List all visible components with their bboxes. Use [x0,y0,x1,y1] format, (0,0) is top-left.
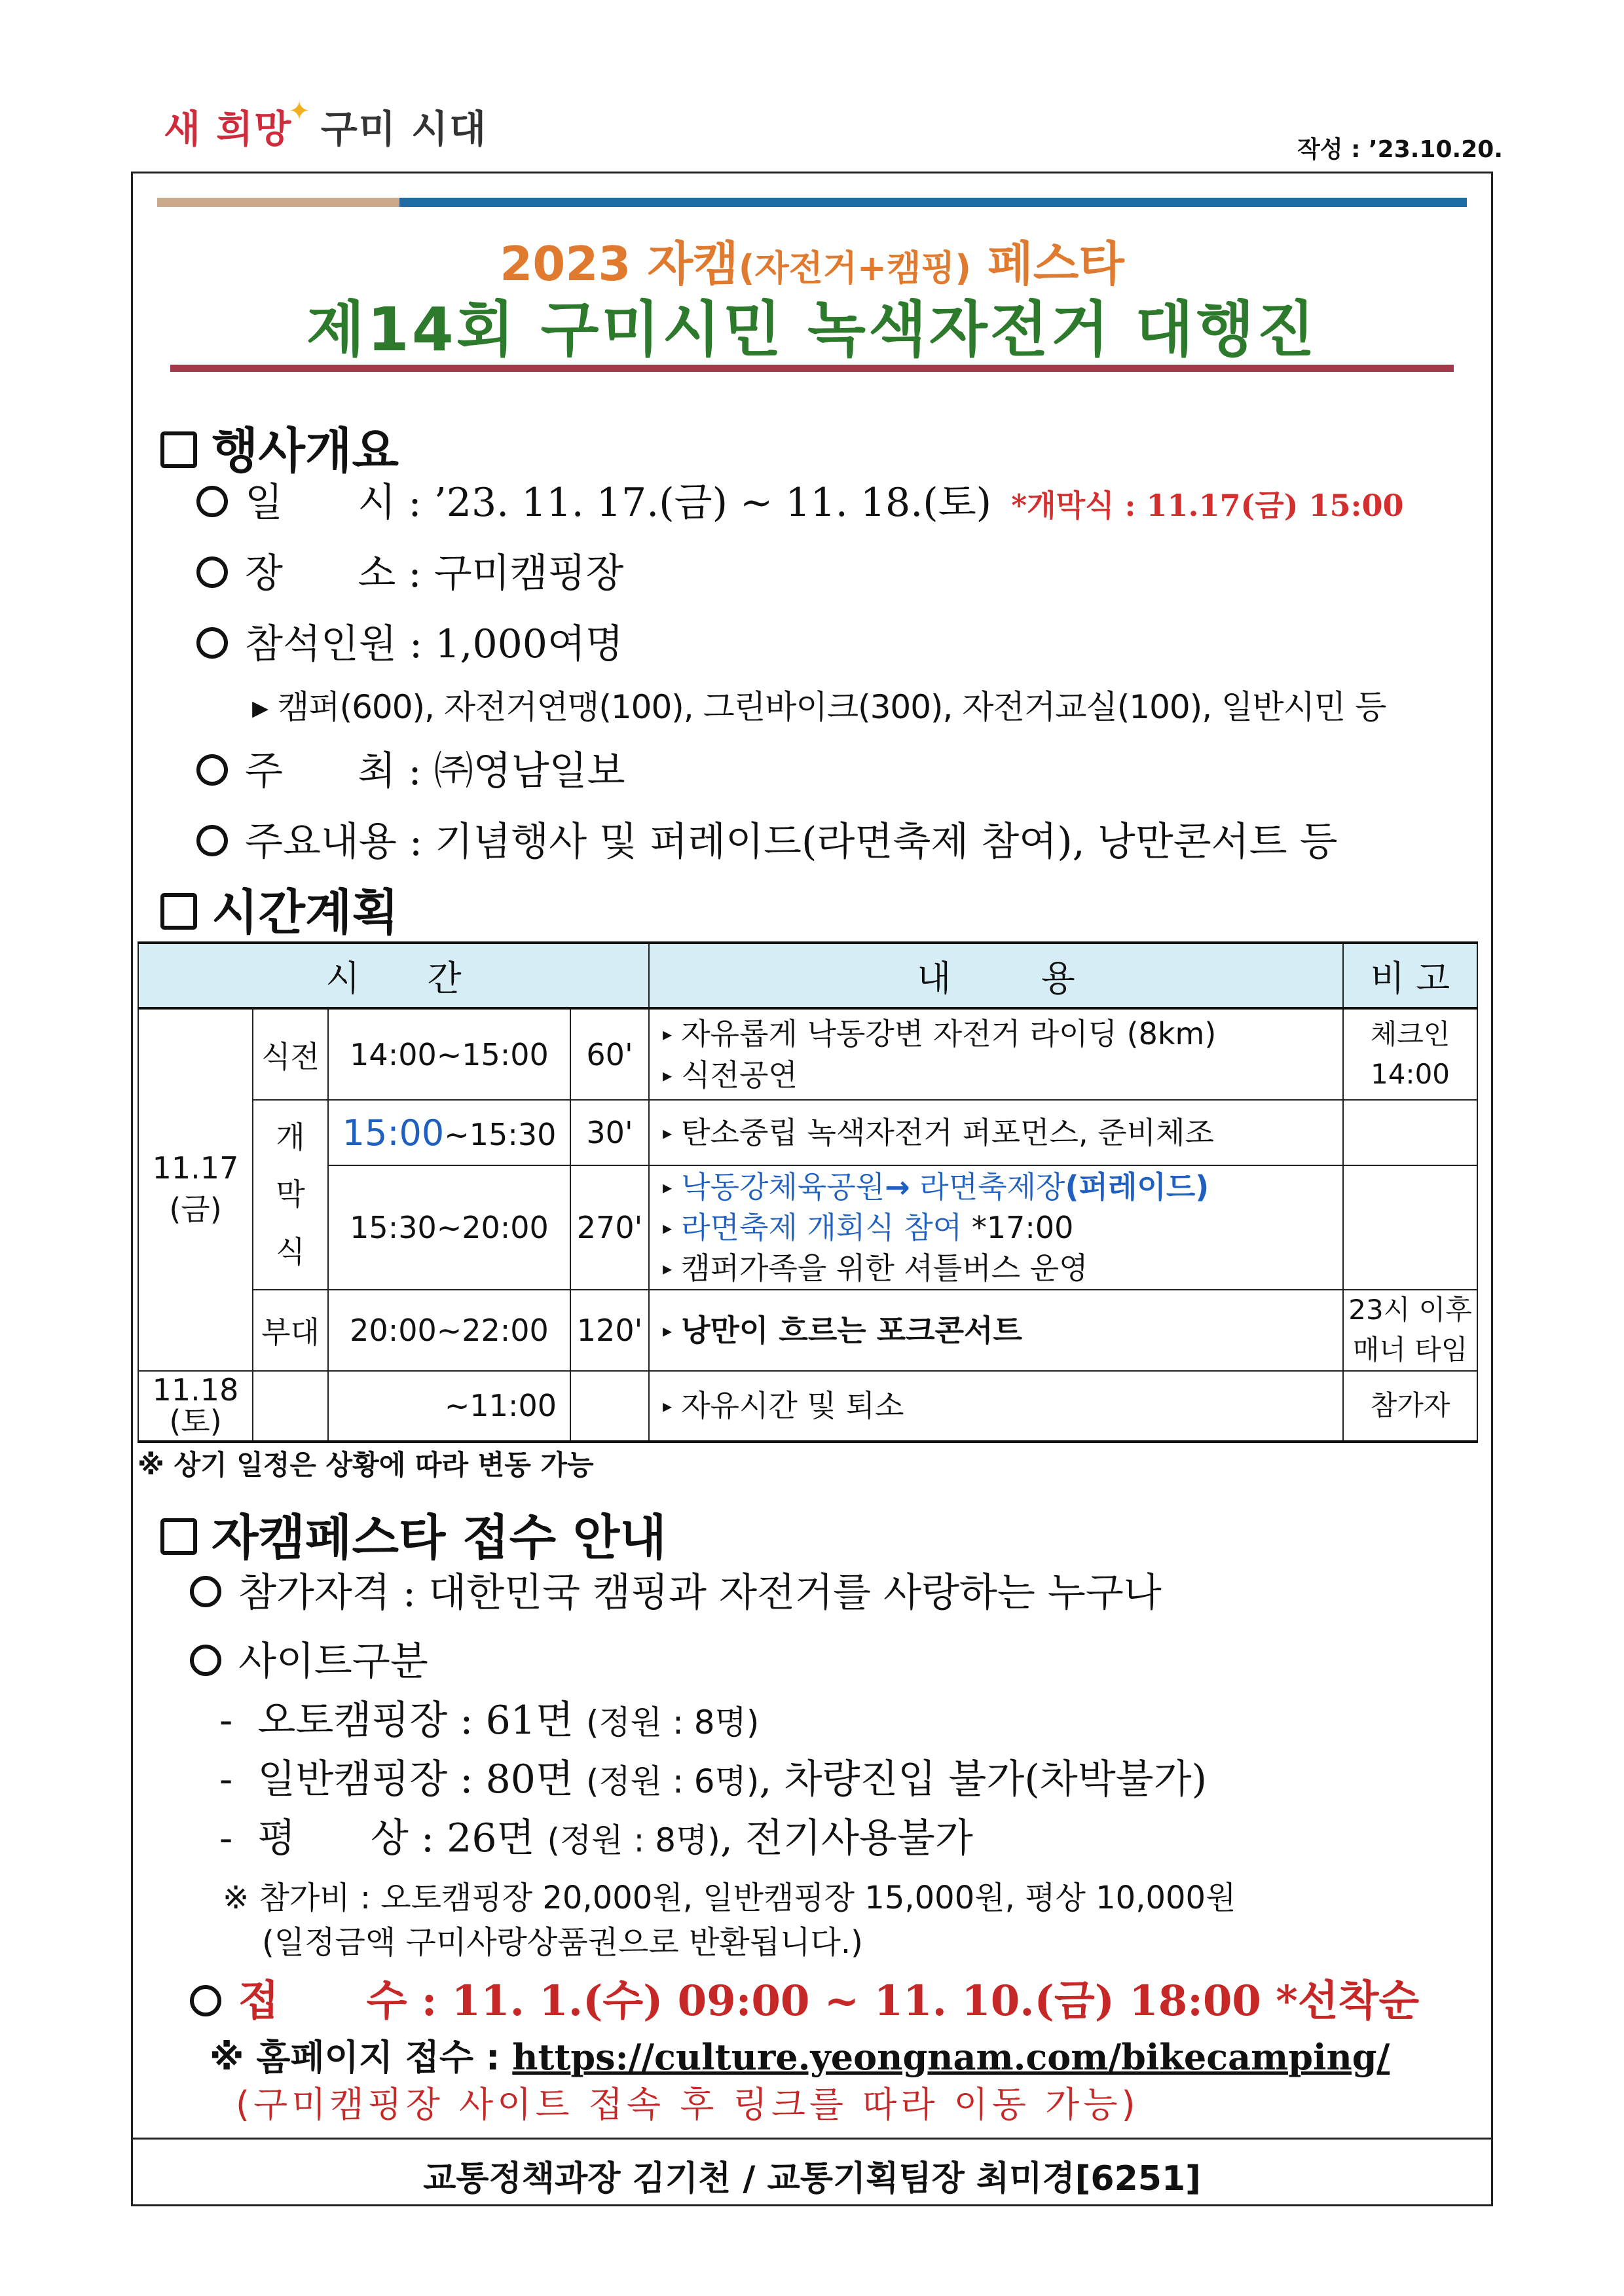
subtitle-main: 2023 자캠 [500,236,739,291]
site-name: 평 상 [257,1815,409,1861]
side-duration: 120' [570,1290,649,1371]
table-row [138,1371,1477,1442]
circle-bullet-icon [190,1645,221,1676]
table-row [138,1008,1477,1100]
triangle-bullet-icon: ▸ [663,1121,673,1144]
subtitle-end: 페스타 [971,236,1124,291]
written-date: 작성 : ’23.10.20. [1297,136,1503,163]
homepage-row [210,2030,1390,2080]
fee-line: ※ 참가비 : 오토캠핑장 20,000원, 일반캠핑장 15,000원, 평상 10,000원 [223,1880,1236,1916]
homepage-label: ※ 홈페이지 접수 : [210,2037,513,2078]
section-title: 행사개요 [212,423,399,479]
note-line: 14:00 [1370,1057,1450,1090]
open1-time-end: ~15:30 [444,1116,557,1152]
row-label: 일 시 [245,480,396,526]
star-icon: ✦ [288,96,312,126]
open1-note [1343,1100,1477,1165]
item-text: 자유시간 및 퇴소 [681,1388,904,1424]
overview-people-row: 참석인원 : 1,000여명 [196,613,623,669]
open1-time [328,1100,570,1165]
site-extra: , 전기사용불가 [720,1815,973,1861]
row-label: 참석인원 [245,621,397,667]
item-text: 자유롭게 낙동강변 자전거 라이딩 (8km) [681,1016,1217,1052]
open2-content [649,1165,1343,1290]
opening-note: *개막식 : 11.17(금) 15:00 [1011,488,1404,523]
site-count: 80면 [485,1757,574,1802]
opening-label: 개 막 식 [253,1100,328,1290]
table-header-row [138,943,1477,1008]
title-bar-right [399,198,1467,207]
row-label: 주요내용 [245,819,397,865]
table-row [138,1290,1477,1371]
list-item [663,1013,1342,1054]
day2-duration [570,1371,649,1442]
header-content: 내 용 [649,943,1343,1008]
side-content [649,1290,1343,1371]
day2-cell: 11.18 (토) [138,1371,253,1442]
checkbox-icon [160,893,197,930]
open1-time-start: 15:00 [342,1112,445,1154]
row-label: 사이트구분 [238,1639,428,1685]
side-label: 부대 [253,1290,328,1371]
people-detail: ▸ 캠퍼(600), 자전거연맹(100), 그린바이크(300), 자전거교실(100), 일반시민 등 [252,688,1386,726]
registration-site-row [190,1630,428,1686]
site-capacity: (정원 : 8명) [585,1704,760,1741]
pre-content [649,1008,1343,1100]
row-value: 구미캠핑장 [434,551,624,596]
page-title: 제14회 구미시민 녹색자전거 대행진 [306,295,1318,365]
triangle-bullet-icon: ▸ [663,1216,673,1239]
day2-time: ~11:00 [328,1371,570,1442]
schedule-footnote: ※ 상기 일정은 상황에 따라 변동 가능 [138,1449,594,1481]
site-auto-row: - 오토캠핑장 : 61면 (정원 : 8명) [219,1698,760,1743]
section-schedule-heading [160,874,399,943]
triangle-bullet-icon: ▸ [663,1395,673,1417]
checkbox-icon [160,1518,197,1555]
row-label: 주 최 [245,748,396,794]
circle-bullet-icon [190,1576,221,1607]
homepage-subnote: (구미캠핑장 사이트 접속 후 링크를 따라 이동 가능) [236,2084,1139,2125]
site-flat-row: - 평 상 : 26면 (정원 : 8명), 전기사용불가 [219,1815,973,1861]
row-label: 참가자격 [238,1570,390,1616]
triangle-bullet-icon: ▸ [663,1258,673,1280]
section-title: 자캠페스타 접수 안내 [212,1510,667,1566]
triangle-bullet-icon: ▸ [663,1064,673,1086]
logo [164,98,487,153]
overview-date-row: 일 시 : ’23. 11. 17.(금) ~ 11. 18.(토) *개막식 : 11.17(금) 15:00 [196,471,1403,528]
circle-bullet-icon [196,627,228,659]
contact-info: 교통정책과장 김기천 / 교통기획팀장 최미경[6251] [423,2159,1201,2198]
day2-note: 참가자 [1343,1371,1477,1442]
arrow-icon: → [885,1169,910,1205]
section-registration-heading [160,1499,667,1569]
open1-duration: 30' [570,1100,649,1165]
overview-content-row: 주요내용 : 기념행사 및 퍼레이드(라면축제 참여), 낭만콘서트 등 [196,811,1338,867]
item-text: 라면축제 개회식 참여 [681,1209,963,1245]
site-capacity: (정원 : 8명) [547,1821,720,1859]
side-note [1343,1290,1477,1371]
note-line: 매너 타임 [1352,1333,1468,1366]
row-value: 1,000여명 [435,621,623,667]
triangle-bullet-icon: ▸ [663,1023,673,1046]
pre-time: 14:00~15:00 [328,1008,570,1100]
day2-label [253,1371,328,1442]
site-extra: , 차량진입 불가(차박불가) [759,1757,1207,1802]
site-name: 오토캠핑장 [257,1698,448,1743]
header-time: 시 간 [138,943,649,1008]
table-row [138,1100,1477,1165]
item-text: 캠퍼가족을 위한 셔틀버스 운영 [681,1250,1088,1286]
pre-note [1343,1008,1477,1100]
subtitle-paren: (자전거+캠핑) [738,247,972,289]
triangle-bullet-icon: ▸ [663,1319,673,1341]
pre-label: 식전 [253,1008,328,1100]
circle-bullet-icon [196,556,228,588]
table-row [138,1165,1477,1290]
item-text: 탄소중립 녹색자전거 퍼포먼스, 준비체조 [681,1114,1214,1150]
homepage-link[interactable]: https://culture.yeongnam.com/bikecamping/ [512,2036,1390,2078]
item-text: 낭만이 흐르는 포크콘서트 [681,1312,1022,1348]
open2-note [1343,1165,1477,1290]
registration-period-row: 접 수 : 11. 1.(수) 09:00 ~ 11. 10.(금) 18:00 *선착순 [190,1967,1419,2028]
list-item [663,1248,1342,1288]
site-capacity: (정원 : 6명) [585,1762,760,1800]
circle-bullet-icon [196,825,228,856]
open2-time: 15:30~20:00 [328,1165,570,1290]
row-value: 대한민국 캠핑과 자전거를 사랑하는 누구나 [428,1570,1162,1616]
title-bar-left [157,198,399,207]
header-note: 비 고 [1343,943,1477,1008]
title-underline [170,365,1454,372]
site-count: 61면 [485,1698,574,1743]
item-text: 낙동강체육공원 [681,1169,885,1205]
item-text: (퍼레이드) [1065,1169,1209,1205]
row-value: ㈜영남일보 [434,748,625,794]
row-label: 접 수 [238,1977,407,2026]
day2-content [649,1371,1343,1442]
row-value: 11. 1.(수) 09:00 ~ 11. 10.(금) 18:00 *선착순 [451,1977,1420,2026]
note-line: 23시 이후 [1348,1294,1472,1326]
site-count: 26면 [447,1815,535,1861]
list-item [663,1207,1342,1248]
side-time: 20:00~22:00 [328,1290,570,1371]
logo-text-2: 구미 시대 [320,107,488,151]
note-line: 체크인 [1370,1017,1450,1050]
item-text: 식전공연 [681,1057,798,1093]
pre-duration: 60' [570,1008,649,1100]
schedule-table [138,941,1478,1443]
list-item [663,1167,1342,1207]
row-value: ’23. 11. 17.(금) ~ 11. 18.(토) [434,480,992,526]
registration-qualification-row: 참가자격 : 대한민국 캠핑과 자전거를 사랑하는 누구나 [190,1561,1162,1618]
site-name: 일반캠핑장 [257,1757,448,1802]
site-general-row: - 일반캠핑장 : 80면 (정원 : 6명), 차량진입 불가(차박불가) [219,1757,1207,1802]
checkbox-icon [160,431,197,468]
open2-duration: 270' [570,1165,649,1290]
overview-place-row: 장 소 : 구미캠핑장 [196,542,624,598]
circle-bullet-icon [196,754,228,786]
overview-host-row: 주 최 : ㈜영남일보 [196,740,625,796]
list-item [663,1055,1342,1095]
fee-refund-note: (일정금액 구미사랑상품권으로 반환됩니다.) [262,1924,863,1961]
row-value: 기념행사 및 퍼레이드(라면축제 참여), 낭만콘서트 등 [435,819,1338,865]
item-text: *17:00 [962,1209,1074,1245]
logo-text-1: 새 희망 [164,107,293,151]
item-text: 라면축제장 [910,1169,1065,1205]
footer-divider [131,2138,1493,2140]
open1-content [649,1100,1343,1165]
day1-cell: 11.17 (금) [138,1008,253,1371]
row-label: 장 소 [245,551,396,596]
circle-bullet-icon [190,1985,221,2016]
triangle-bullet-icon: ▸ [663,1176,673,1198]
circle-bullet-icon [196,486,228,517]
section-title: 시간계획 [212,884,399,941]
